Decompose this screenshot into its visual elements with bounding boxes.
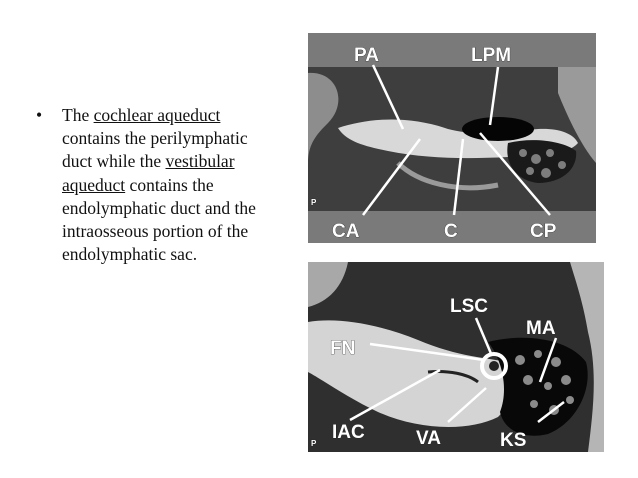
text-segment: The [62,105,94,125]
label-lsc: LSC [450,296,488,317]
ct-image-top [308,33,596,243]
label-p: P [311,439,317,448]
canal-lumen [489,361,499,371]
text-segment: contains the endolymphatic duct and the intraosseous portion of the endolymphatic sac. [62,174,256,265]
label-ks: KS [500,430,527,451]
label-p: P [311,198,317,207]
air-cavity [462,117,534,141]
label-lpm: LPM [471,45,512,66]
bullet-text-block [38,104,278,266]
label-va: VA [416,428,441,449]
label-fn: FN [330,338,356,359]
label-iac: IAC [332,422,365,443]
ct-image-top-graphic [308,33,596,243]
bullet-marker: • [36,105,43,125]
label-pa: PA [354,45,379,66]
label-ca: CA [332,221,360,242]
bullet-paragraph [62,104,278,266]
term-vestibular-aqueduct: vestibular aqueduct [62,151,235,195]
label-ma: MA [526,318,556,339]
ct-image-bottom [308,262,604,452]
ct-image-bottom-graphic [308,262,604,452]
term-cochlear-aqueduct: cochlear aqueduct [93,105,221,125]
top-label-band [308,33,596,67]
label-c: C [444,221,458,242]
label-cp: CP [530,221,557,242]
text-segment: contains the perilymphatic duct while the [62,128,248,172]
